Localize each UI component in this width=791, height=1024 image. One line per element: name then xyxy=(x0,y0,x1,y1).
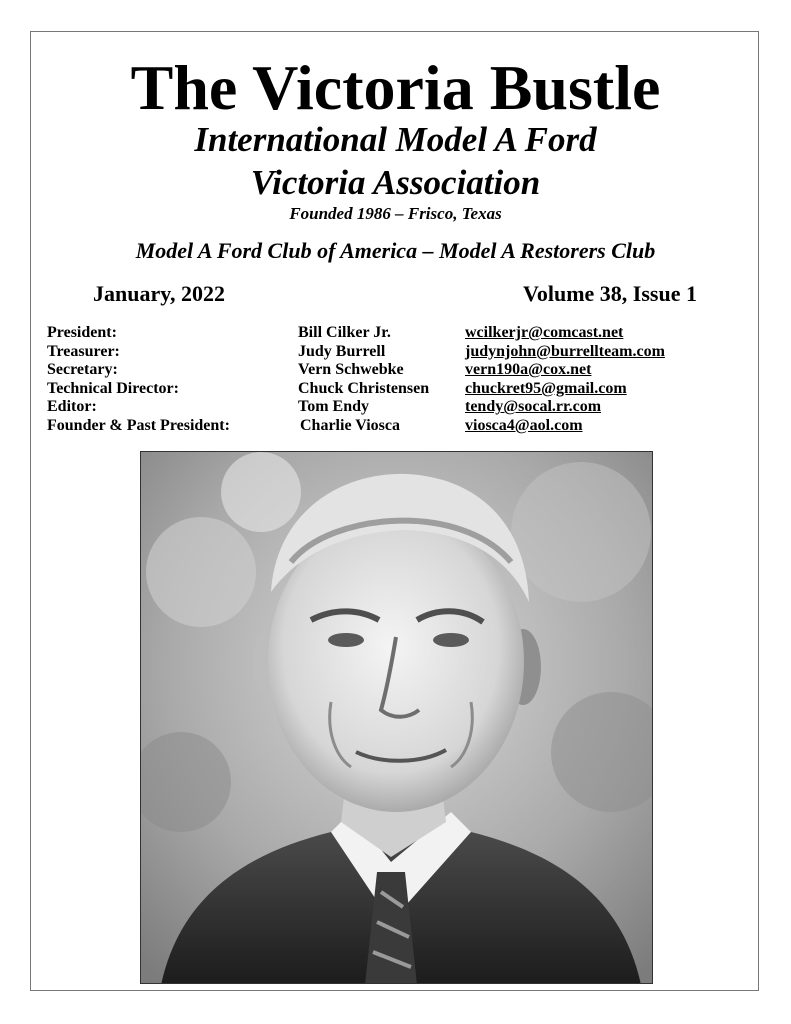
officer-role: Secretary: xyxy=(47,361,118,379)
officer-role: Technical Director: xyxy=(47,379,179,397)
officer-role: Founder & Past President: xyxy=(47,416,230,434)
officer-row-editor xyxy=(47,398,747,417)
officer-row-secretary xyxy=(47,361,747,380)
officer-email-link[interactable]: wcilkerjr@comcast.net xyxy=(465,324,624,341)
officer-email-link[interactable]: judynjohn@burrellteam.com xyxy=(465,342,665,360)
officer-role: President: xyxy=(47,324,117,341)
association-name-line2: Victoria Association xyxy=(250,163,541,202)
officer-email-link[interactable]: chuckret95@gmail.com xyxy=(465,379,627,397)
association-name-line1: International Model A Ford xyxy=(194,120,597,159)
officer-email-link[interactable]: viosca4@aol.com xyxy=(465,416,583,434)
officer-name: Judy Burrell xyxy=(298,342,386,360)
officer-name: Chuck Christensen xyxy=(298,379,430,397)
officer-name: Bill Cilker Jr. xyxy=(298,324,391,341)
newsletter-title: The Victoria Bustle xyxy=(130,52,661,123)
officer-role: Treasurer: xyxy=(47,342,120,360)
officer-row-technical-director xyxy=(47,380,747,399)
portrait-illustration xyxy=(141,452,653,984)
issue-date: January, 2022 xyxy=(93,281,226,306)
officer-email-link[interactable]: tendy@socal.rr.com xyxy=(465,398,602,416)
officer-name: Vern Schwebke xyxy=(298,361,404,379)
officers-list xyxy=(47,324,747,436)
portrait-image xyxy=(140,451,653,984)
officer-role: Editor: xyxy=(47,398,97,416)
officer-email-link[interactable]: vern190a@cox.net xyxy=(465,361,592,379)
officer-name: Charlie Viosca xyxy=(300,416,400,434)
affiliated-clubs: Model A Ford Club of America – Model A Restorers Club xyxy=(135,238,656,263)
issue-volume: Volume 38, Issue 1 xyxy=(523,281,697,306)
officer-row-president xyxy=(47,324,747,343)
officer-row-founder xyxy=(47,417,747,436)
officer-row-treasurer xyxy=(47,343,747,362)
officer-name: Tom Endy xyxy=(298,398,369,416)
founded-line: Founded 1986 – Frisco, Texas xyxy=(289,204,502,223)
